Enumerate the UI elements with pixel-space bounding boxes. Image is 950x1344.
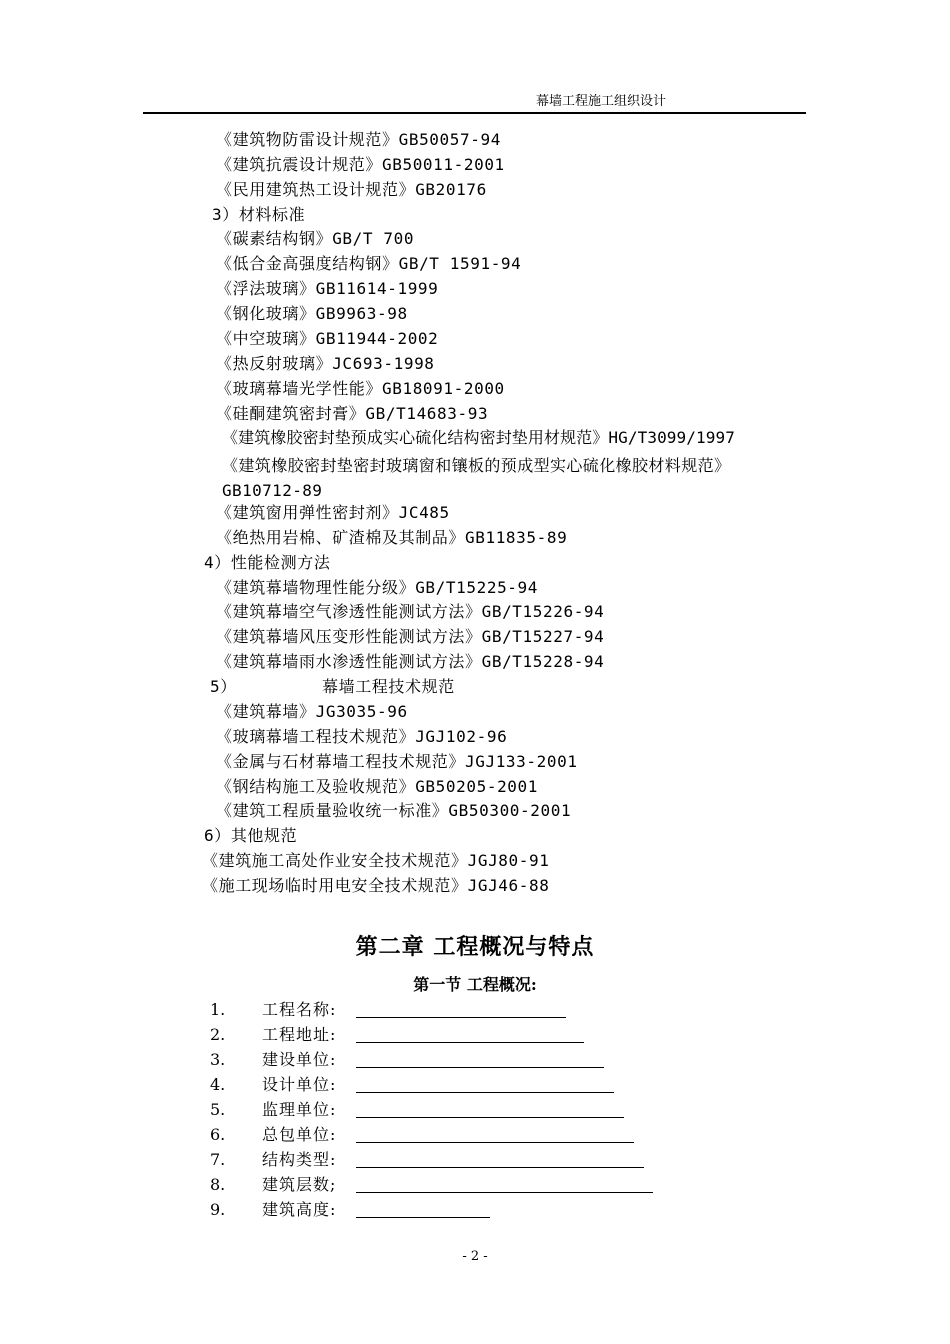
standard-item: 《碳素结构钢》GB/T 700 — [216, 229, 415, 248]
standard-item: 《建筑幕墙空气渗透性能测试方法》GB/T15226-94 — [216, 602, 605, 621]
standard-item: 《钢结构施工及验收规范》GB50205-2001 — [216, 777, 538, 796]
overview-item-label: 建筑高度: — [262, 1200, 337, 1219]
overview-item-label: 建筑层数; — [262, 1175, 337, 1194]
overview-item-label: 结构类型: — [262, 1150, 337, 1169]
fill-in-blank — [356, 1092, 614, 1093]
overview-item-label: 设计单位: — [262, 1075, 337, 1094]
materials-heading: 3）材料标准 — [212, 205, 306, 224]
overview-item-label: 总包单位: — [262, 1125, 337, 1144]
standard-item: 《玻璃幕墙工程技术规范》JGJ102-96 — [216, 727, 508, 746]
standard-item: 《建筑抗震设计规范》GB50011-2001 — [216, 155, 505, 174]
overview-item-label: 建设单位: — [262, 1050, 337, 1069]
chapter-title: 第二章 工程概况与特点 — [355, 934, 595, 960]
overview-item-number: 5. — [210, 1100, 226, 1119]
overview-item-number: 9. — [210, 1200, 226, 1219]
standard-item: 《热反射玻璃》JC693-1998 — [216, 354, 435, 373]
overview-item-number: 6. — [210, 1125, 226, 1144]
section-title: 第一节 工程概况: — [413, 975, 537, 994]
page-header — [143, 92, 806, 114]
curtain-heading-text: 幕墙工程技术规范 — [322, 677, 455, 696]
standard-item: 《建筑幕墙物理性能分级》GB/T15225-94 — [216, 578, 538, 597]
standard-item: 《建筑工程质量验收统一标准》GB50300-2001 — [216, 801, 572, 820]
standard-item: 《硅酮建筑密封膏》GB/T14683-93 — [216, 404, 489, 423]
standard-item: 《建筑幕墙》JG3035-96 — [216, 702, 408, 721]
overview-item-label: 工程地址: — [262, 1025, 337, 1044]
standard-item: 《金属与石材幕墙工程技术规范》JGJ133-2001 — [216, 752, 578, 771]
page-number: - 2 - — [462, 1249, 488, 1264]
standard-item: 《建筑幕墙风压变形性能测试方法》GB/T15227-94 — [216, 627, 605, 646]
standard-item: 《民用建筑热工设计规范》GB20176 — [216, 180, 487, 199]
curtain-heading-number: 5） — [210, 677, 237, 696]
fill-in-blank — [356, 1142, 634, 1143]
fill-in-blank — [356, 1192, 653, 1193]
standard-item: 《玻璃幕墙光学性能》GB18091-2000 — [216, 379, 505, 398]
overview-item-number: 7. — [210, 1150, 226, 1169]
fill-in-blank — [356, 1042, 584, 1043]
standard-item: 《建筑施工高处作业安全技术规范》JGJ80-91 — [202, 851, 550, 870]
standard-item: 《建筑橡胶密封垫预成实心硫化结构密封垫用材规范》HG/T3099/1997 — [222, 428, 735, 447]
standard-item-wrapped: 《建筑橡胶密封垫密封玻璃窗和镶板的预成型实心硫化橡胶材料规范》GB10712-89 — [222, 456, 731, 500]
overview-item-number: 4. — [210, 1075, 226, 1094]
standard-item: 《建筑窗用弹性密封剂》JC485 — [216, 503, 450, 522]
overview-item-label: 监理单位: — [262, 1100, 337, 1119]
standard-item: 《施工现场临时用电安全技术规范》JGJ46-88 — [202, 876, 550, 895]
fill-in-blank — [356, 1217, 490, 1218]
header-title: 幕墙工程施工组织设计 — [535, 94, 666, 109]
testing-heading: 4）性能检测方法 — [204, 553, 331, 572]
overview-item-number: 2. — [210, 1025, 226, 1044]
fill-in-blank — [356, 1117, 624, 1118]
standard-item: 《浮法玻璃》GB11614-1999 — [216, 279, 439, 298]
standard-item: 《中空玻璃》GB11944-2002 — [216, 329, 439, 348]
fill-in-blank — [356, 1067, 604, 1068]
overview-item-label: 工程名称: — [262, 1000, 337, 1019]
overview-item-number: 3. — [210, 1050, 226, 1069]
standard-item: 《低合金高强度结构钢》GB/T 1591-94 — [216, 254, 522, 273]
standard-item: 《钢化玻璃》GB9963-98 — [216, 304, 408, 323]
fill-in-blank — [356, 1017, 566, 1018]
standard-item: 《建筑物防雷设计规范》GB50057-94 — [216, 130, 501, 149]
other-heading: 6）其他规范 — [204, 826, 298, 845]
standard-item: 《建筑幕墙雨水渗透性能测试方法》GB/T15228-94 — [216, 652, 605, 671]
fill-in-blank — [356, 1167, 644, 1168]
overview-item-number: 1. — [210, 1000, 226, 1019]
overview-item-number: 8. — [210, 1175, 226, 1194]
standard-item: 《绝热用岩棉、矿渣棉及其制品》GB11835-89 — [216, 528, 568, 547]
